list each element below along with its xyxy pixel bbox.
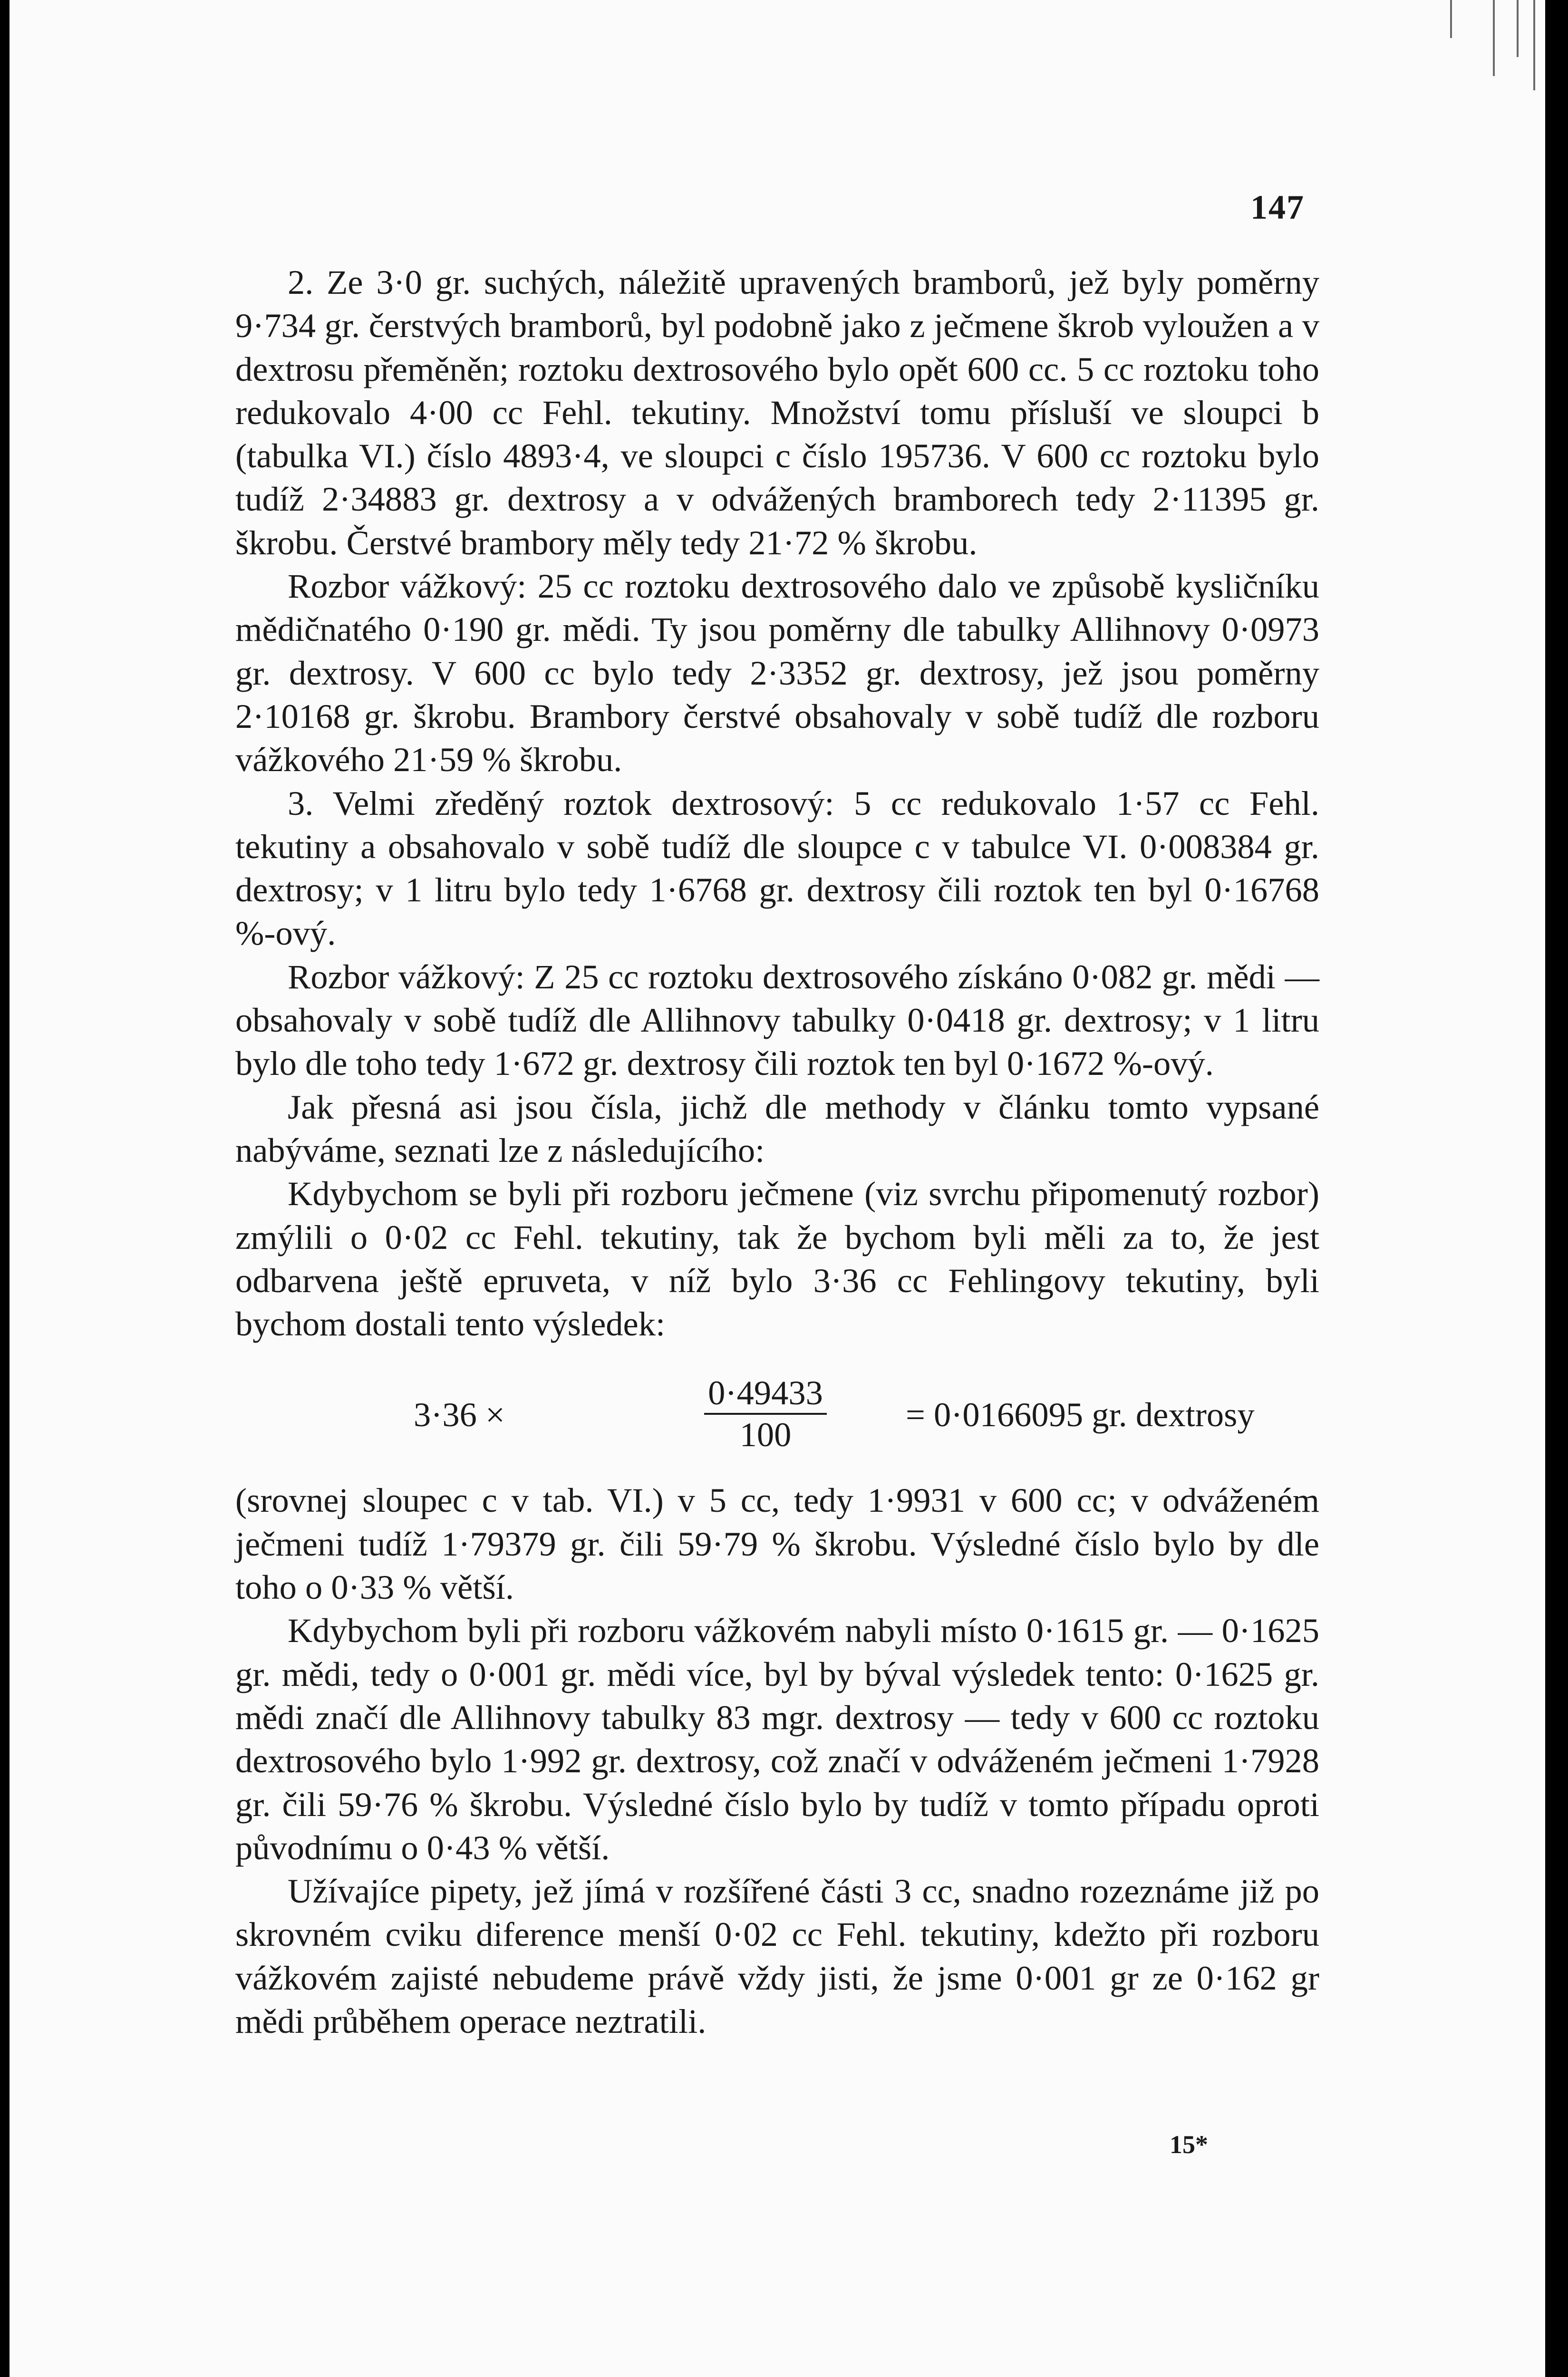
paragraph-1: 2. Ze 3·0 gr. suchých, náležitě upravených bramborů, jež byly poměrny 9·734 gr. čerstvých bramborů, byl podobně jako z ječmene škrob vyloužen a v dextrosu přeměněn; roztoku dextrosového bylo opět 600 cc. 5 cc roztoku toho redukovalo 4·00 cc Fehl. tekutiny. Množství tomu přísluší ve sloupci b (tabulka VI.) číslo 4893·4, ve sloupci c číslo 195736. V 600 cc roztoku bylo tudíž 2·34883 gr. dextrosy a v odvážených bramborech tedy 2·11395 gr. škrobu. Čerstvé brambory měly tedy 21·72 % škrobu. [235,263,1319,562]
formula-left: 3·36 × [414,1395,505,1434]
formula-result: = 0·0166095 gr. dextrosy [906,1395,1255,1434]
page-number: 147 [1250,188,1305,226]
formula-denominator: 100 [739,1415,792,1454]
paragraph-2: Rozbor vážkový: 25 cc roztoku dextrosového dalo ve způsobě kysličníku mědičnatého 0·190 gr. mědi. Ty jsou poměrny dle tabulky Allihnovy 0·0973 gr. dextrosy. V 600 cc bylo tedy 2·3352 gr. dextrosy, jež jsou poměrny 2·10168 gr. škrobu. Brambory čerstvé obsahovaly v sobě tudíž dle rozboru vážkového 21·59 % škrobu. [235,567,1319,779]
paragraph-7: (srovnej sloupec c v tab. VI.) v 5 cc, tedy 1·9931 v 600 cc; v odváženém ječmeni tudíž 1·79379 gr. čili 59·79 % škrobu. Výsledné číslo bylo by dle toho o 0·33 % větší. [235,1481,1319,1607]
scan-edge-marks [1293,0,1540,95]
paragraph-9: Užívajíce pipety, jež jímá v rozšířené části 3 cc, snadno rozeznáme již po skrovném cviku diference menší 0·02 cc Fehl. tekutiny, kdežto při rozboru vážkovém zajisté nebudeme právě vždy jisti, že jsme 0·001 gr ze 0·162 gr mědi průběhem operace neztratili. [235,1872,1319,2040]
paragraph-8: Kdybychom byli při rozboru vážkovém nabyli místo 0·1615 gr. — 0·1625 gr. mědi, tedy o 0·001 gr. mědi více, byl by býval výsledek tento: 0·1625 gr. mědi značí dle Allihnovy tabulky 83 mgr. dextrosy — tedy v 600 cc roztoku dextrosového bylo 1·992 gr. dextrosy, což značí v odváženém ječmeni 1·7928 gr. čili 59·76 % škrobu. Výsledné číslo bylo by tudíž v tomto případu oproti původnímu o 0·43 % větší. [235,1611,1319,1867]
formula-fraction [708,1373,823,1455]
formula-numerator: 0·49433 [704,1373,827,1415]
book-page [10,0,1545,2377]
formula [235,1345,1319,1478]
body-text [235,261,1319,2043]
paragraph-5: Jak přesná asi jsou čísla, jichž dle methody v článku tomto vypsané nabýváme, seznati lze z následujícího: [235,1087,1319,1169]
paragraph-4: Rozbor vážkový: Z 25 cc roztoku dextrosového získáno 0·082 gr. mědi — obsahovaly v sobě tudíž dle Allihnovy tabulky 0·0418 gr. dextrosy; v 1 litru bylo dle toho tedy 1·672 gr. dextrosy čili roztok ten byl 0·1672 %-ový. [235,957,1319,1083]
paragraph-3: 3. Velmi zředěný roztok dextrosový: 5 cc redukovalo 1·57 cc Fehl. tekutiny a obsahovalo v sobě tudíž dle sloupce c v tabulce VI. 0·008384 gr. dextrosy; v 1 litru bylo tedy 1·6768 gr. dextrosy čili roztok ten byl 0·16768 %-ový. [235,783,1319,953]
paragraph-6: Kdybychom se byli při rozboru ječmene (viz svrchu připomenutý rozbor) zmýlili o 0·02 cc Fehl. tekutiny, tak že bychom byli měli za to, že jest odbarvena ještě epruveta, v níž bylo 3·36 cc Fehlingovy tekutiny, byli bychom dostali tento výsledek: [235,1174,1319,1343]
signature-mark: 15* [1170,2130,1208,2159]
